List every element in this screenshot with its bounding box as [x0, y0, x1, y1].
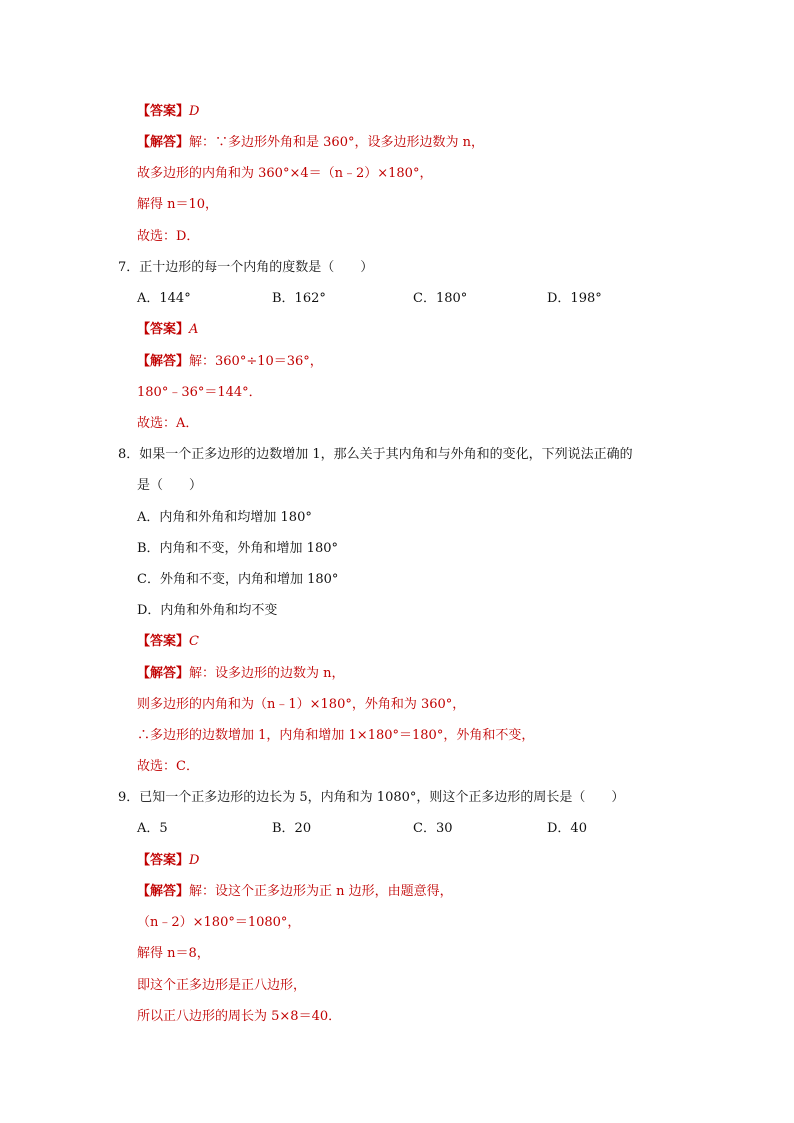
answer-tag: 【答案】	[137, 853, 190, 868]
answer-tag: 【答案】	[137, 104, 190, 119]
q8-option-d: D．内角和外角和均不变	[137, 603, 278, 618]
solution-tag: 【解答】	[137, 135, 190, 150]
q7-option-c: C．180°	[413, 291, 468, 306]
q7-solution-line-3: 故选：A．	[137, 416, 199, 431]
q9-option-b: B．20	[272, 821, 312, 836]
q6-answer	[137, 103, 199, 121]
q7-option-d: D．198°	[547, 291, 602, 306]
q8-option-c: C．外角和不变，内角和增加 180°	[137, 572, 339, 587]
answer-value: D	[189, 104, 200, 119]
answer-tag: 【答案】	[137, 634, 190, 649]
q7-solution-line-1	[137, 353, 323, 371]
q9-option-a: A．5	[137, 821, 168, 836]
q6-solution-line-2: 故多边形的内角和为 360°×4＝（n﹣2）×180°，	[137, 166, 433, 181]
answer-value: A	[189, 322, 199, 337]
q9-stem: 9．已知一个正多边形的边长为 5，内角和为 1080°，则这个正多边形的周长是（ ）	[118, 790, 625, 805]
q8-solution-line-3: ∴多边形的边数增加 1，内角和增加 1×180°＝180°，外角和不变，	[137, 728, 535, 743]
solution-tag: 【解答】	[137, 666, 190, 681]
q9-solution-line-5: 所以正八边形的周长为 5×8＝40．	[137, 1009, 342, 1024]
q9-answer	[137, 852, 199, 870]
answer-tag: 【答案】	[137, 322, 190, 337]
q7-option-b: B．162°	[272, 291, 326, 306]
q6-solution-line-1	[137, 134, 484, 152]
q9-solution-line-1	[137, 883, 453, 901]
q8-solution-line-4: 故选：C．	[137, 759, 199, 774]
q9-option-c: C．30	[413, 821, 453, 836]
q9-solution-line-4: 即这个正多边形是正八边形，	[137, 978, 307, 993]
solution-text: 解：设这个正多边形为正 n 边形，由题意得，	[189, 884, 453, 899]
q7-answer	[137, 321, 198, 339]
answer-value: D	[189, 853, 200, 868]
q6-solution-line-3: 解得 n＝10，	[137, 197, 219, 212]
q8-solution-line-2: 则多边形的内角和为（n﹣1）×180°，外角和为 360°，	[137, 697, 466, 712]
solution-text: 解：∵多边形外角和是 360°，设多边形边数为 n，	[189, 135, 484, 150]
q7-option-a: A．144°	[137, 291, 191, 306]
q7-solution-line-2: 180°﹣36°＝144°．	[137, 385, 262, 400]
q9-option-d: D．40	[547, 821, 587, 836]
q7-stem: 7．正十边形的每一个内角的度数是（ ）	[118, 260, 374, 275]
q9-solution-line-3: 解得 n＝8，	[137, 946, 210, 961]
solution-tag: 【解答】	[137, 354, 190, 369]
q9-solution-line-2: （n﹣2）×180°＝1080°，	[137, 915, 301, 930]
q8-option-a: A．内角和外角和均增加 180°	[137, 510, 312, 525]
q8-stem-line-1: 8．如果一个正多边形的边数增加 1，那么关于其内角和与外角和的变化，下列说法正确的	[118, 447, 633, 462]
q8-answer	[137, 633, 199, 651]
q8-solution-line-1	[137, 665, 345, 683]
solution-text: 解：设多边形的边数为 n，	[189, 666, 345, 681]
answer-value: C	[189, 634, 199, 649]
solution-tag: 【解答】	[137, 884, 190, 899]
solution-text: 解：360°÷10＝36°，	[189, 354, 323, 369]
q8-stem-line-2: 是（ ）	[137, 478, 203, 493]
q6-solution-line-4: 故选：D．	[137, 229, 200, 244]
q8-option-b: B．内角和不变，外角和增加 180°	[137, 541, 338, 556]
